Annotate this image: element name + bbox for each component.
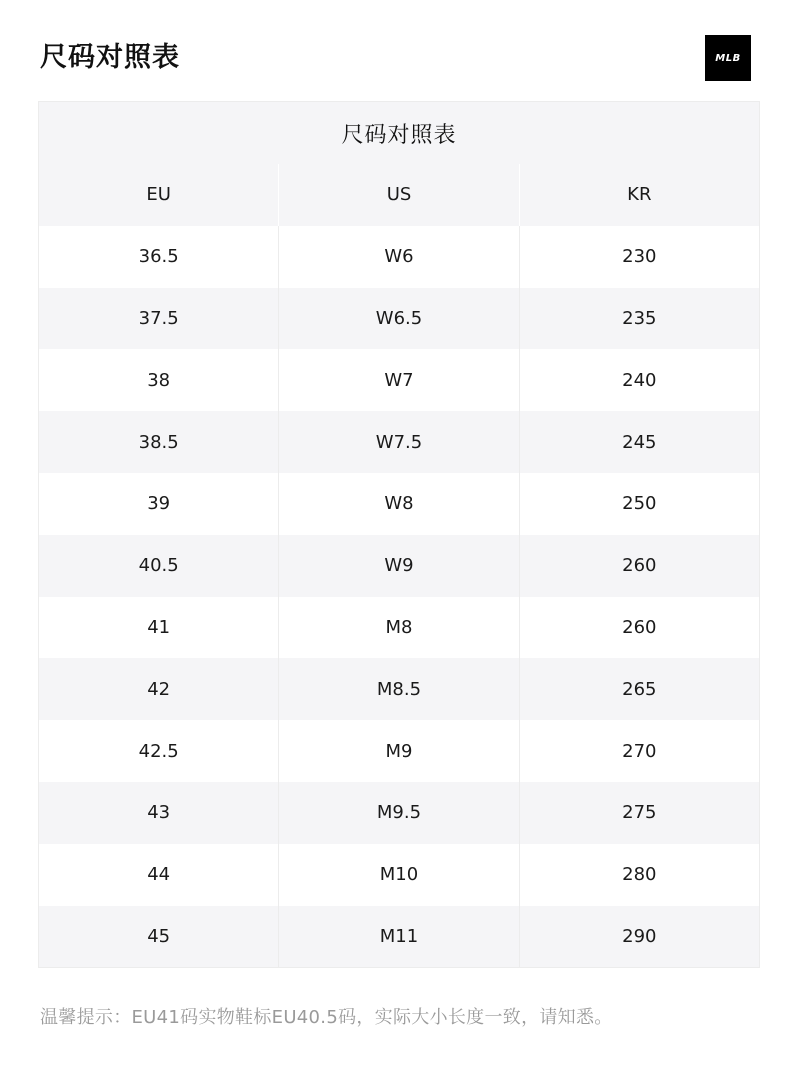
cell-eu: 45 xyxy=(39,906,279,968)
table-row xyxy=(39,226,759,288)
cell-us: M9 xyxy=(279,720,519,782)
mlb-logo: MLB xyxy=(705,35,751,81)
table-row xyxy=(39,473,759,535)
cell-eu: 37.5 xyxy=(39,288,279,350)
cell-kr: 275 xyxy=(622,802,657,824)
table-header-row xyxy=(39,164,759,226)
page-title: 尺码对照表 xyxy=(40,42,180,73)
cell-us: M10 xyxy=(279,844,519,906)
cell-kr: 250 xyxy=(622,493,657,515)
cell-kr: 240 xyxy=(622,369,657,391)
cell-us: W9 xyxy=(279,535,519,597)
footnote-tip: 温馨提示：EU41码实物鞋标EU40.5码，实际大小长度一致，请知悉。 xyxy=(40,1007,613,1028)
cell-eu: 44 xyxy=(39,844,279,906)
cell-kr: 270 xyxy=(622,740,657,762)
table-row xyxy=(39,720,759,782)
cell-eu: 41 xyxy=(39,597,279,659)
cell-us: M8 xyxy=(279,597,519,659)
table-row xyxy=(39,782,759,844)
cell-kr: 265 xyxy=(622,678,657,700)
column-header-kr: KR xyxy=(627,184,652,206)
table-row xyxy=(39,597,759,659)
cell-kr: 235 xyxy=(622,307,657,329)
cell-eu: 36.5 xyxy=(39,226,279,288)
cell-kr: 245 xyxy=(622,431,657,453)
table-row xyxy=(39,844,759,906)
cell-kr: 290 xyxy=(622,925,657,947)
cell-eu: 38 xyxy=(39,349,279,411)
cell-us: M8.5 xyxy=(279,658,519,720)
cell-us: W6 xyxy=(279,226,519,288)
table-row xyxy=(39,535,759,597)
cell-eu: 42 xyxy=(39,658,279,720)
cell-eu: 39 xyxy=(39,473,279,535)
cell-us: W7.5 xyxy=(279,411,519,473)
table-row xyxy=(39,288,759,350)
table-row xyxy=(39,658,759,720)
column-header-us: US xyxy=(279,164,519,226)
table-caption: 尺码对照表 xyxy=(39,102,759,164)
cell-us: M9.5 xyxy=(279,782,519,844)
cell-us: W7 xyxy=(279,349,519,411)
cell-kr: 260 xyxy=(622,555,657,577)
size-chart-table xyxy=(38,101,760,968)
cell-us: W6.5 xyxy=(279,288,519,350)
cell-eu: 38.5 xyxy=(39,411,279,473)
cell-us: W8 xyxy=(279,473,519,535)
table-row xyxy=(39,906,759,968)
cell-us: M11 xyxy=(279,906,519,968)
column-header-eu: EU xyxy=(39,164,279,226)
cell-kr: 280 xyxy=(622,864,657,886)
cell-eu: 42.5 xyxy=(39,720,279,782)
table-row xyxy=(39,411,759,473)
cell-kr: 260 xyxy=(622,616,657,638)
cell-kr: 230 xyxy=(622,246,657,268)
cell-eu: 43 xyxy=(39,782,279,844)
cell-eu: 40.5 xyxy=(39,535,279,597)
table-row xyxy=(39,349,759,411)
